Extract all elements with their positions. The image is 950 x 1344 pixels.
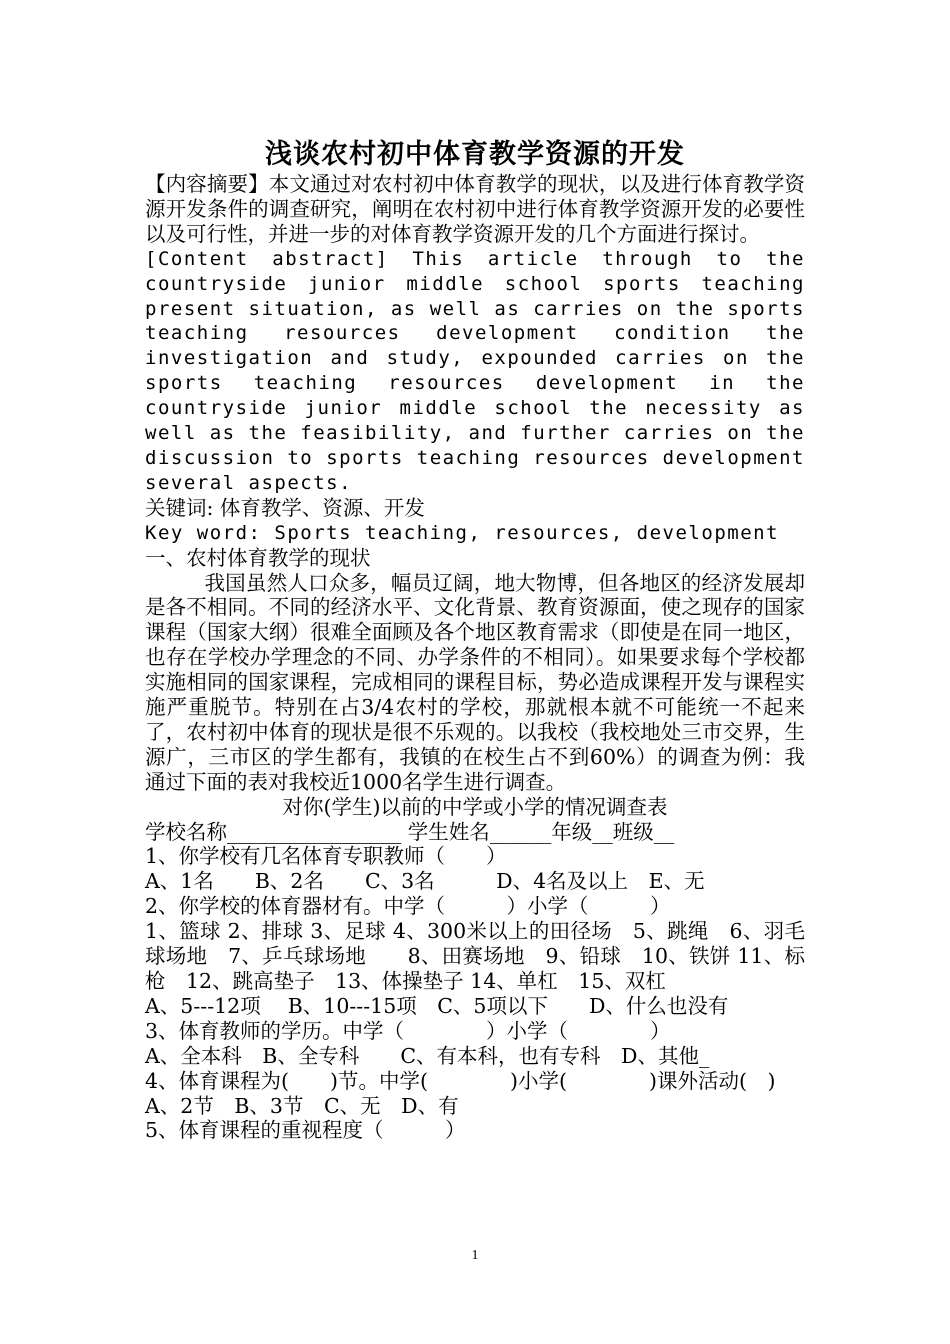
- survey-q1: 1、你学校有几名体育专职教师（ ）: [145, 844, 507, 869]
- document-body: [145, 172, 805, 1143]
- survey-q1-options: A、1名 B、2名 C、3名 D、4名及以上 E、无: [145, 869, 705, 894]
- abstract-cn: 【内容摘要】本文通过对农村初中体育教学的现状，以及进行体育教学资源开发条件的调查研究，阐明在农村初中进行体育教学资源开发的必要性以及可行性，并进一步的对体育教学资源开发的几个方面进行探讨。: [145, 172, 805, 246]
- survey-q4-options: A、2节 B、3节 C、无 D、有: [145, 1093, 459, 1118]
- survey-q2: 2、你学校的体育器材有。中学（ ）小学（ ）: [145, 894, 671, 919]
- abstract-en: [Content abstract] This article through to the countryside junior middle school sports teaching present situation, as well as carries on the sports teaching resources development condition the investigation and study, expounded carries on the sports teaching resources development in the countryside junior middle school the necessity as well as the feasibility, and further carries on the discussion to sports teaching resources development several aspects.: [145, 247, 805, 494]
- page-number: 1: [471, 1248, 479, 1263]
- keywords-cn: 关键词: 体育教学、资源、开发: [145, 495, 425, 520]
- survey-q3-options: A、全本科 B、全专科 C、有本科，也有专科 D、其他_: [145, 1043, 710, 1068]
- document-title: 浅谈农村初中体育教学资源的开发: [265, 139, 685, 170]
- survey-q3: 3、体育教师的学历。中学（ ）小学（ ）: [145, 1018, 671, 1043]
- survey-q4: 4、体育课程为( )节。中学( )小学( )课外活动( ): [145, 1068, 776, 1093]
- section1-heading: 一、农村体育教学的现状: [145, 545, 371, 570]
- survey-q2-options: A、5---12项 B、10---15项 C、5项以下 D、什么也没有: [145, 993, 729, 1018]
- keywords-en: Key word: Sports teaching, resources, development: [145, 521, 780, 544]
- survey-title: 对你(学生)以前的中学或小学的情况调查表: [282, 794, 668, 819]
- survey-header: 学校名称_________________ 学生姓名______年级__班级__: [145, 819, 675, 844]
- survey-q5: 5、体育课程的重视程度（ ）: [145, 1118, 466, 1143]
- section1-paragraph: 我国虽然人口众多，幅员辽阔，地大物博，但各地区的经济发展却是各不相同。不同的经济水平、文化背景、教育资源面，使之现存的国家课程（国家大纲）很难全面顾及各个地区教育需求（即使是在同一地区，也存在学校办学理念的不同、办学条件的不相同）。如果要求每个学校都实施相同的国家课程，完成相同的课程目标，势必造成课程开发与课程实施严重脱节。特别在占3/4农村的学校，那就根本就不可能统一不起来了，农村初中体育的现状是很不乐观的。以我校（我校地处三市交界，生源广，三市区的学生都有，我镇的在校生占不到60%）的调查为例：我通过下面的表对我校近1000名学生进行调查。: [145, 570, 805, 794]
- survey-q2-items: 1、篮球 2、排球 3、足球 4、300米以上的田径场 5、跳绳 6、羽毛球场地 7、乒乓球场地 8、田赛场地 9、铅球 10、铁饼 11、标枪 12、跳高垫子 13、体操垫子 14、单杠 15、双杠: [145, 919, 805, 993]
